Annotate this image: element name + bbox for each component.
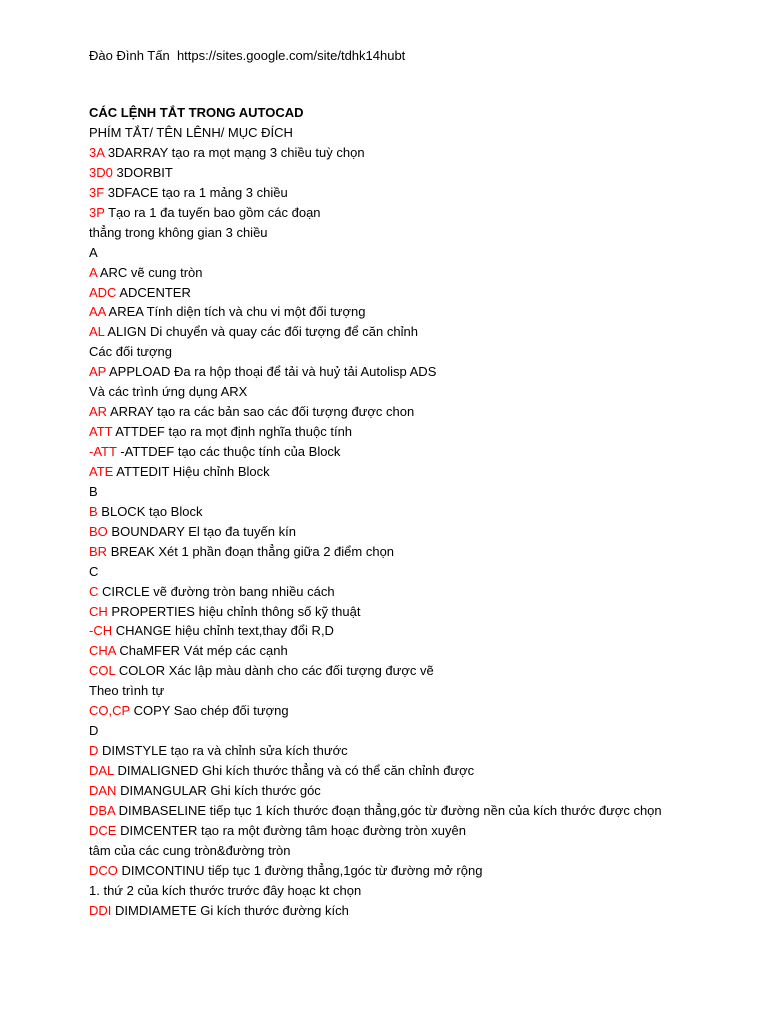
list-item	[89, 143, 749, 163]
shortcut-code: CHA	[89, 643, 116, 659]
shortcut-code: COL	[89, 663, 116, 679]
shortcut-description: ATTEDIT Hiệu chỉnh Block	[116, 463, 270, 479]
list-item	[89, 362, 749, 382]
shortcut-code: DCO	[89, 862, 118, 878]
shortcut-description: D	[89, 723, 99, 739]
shortcut-code: ADC	[89, 284, 117, 300]
list-item	[89, 801, 749, 821]
list-item	[89, 701, 749, 721]
shortcut-description: -ATTDEF tạo các thuộc tính của Block	[120, 444, 341, 459]
shortcut-description: PROPERTIES hiệu chỉnh thông số kỹ thuật	[111, 603, 361, 619]
spacer	[89, 66, 749, 103]
shortcut-code: D	[89, 743, 99, 759]
shortcut-description: APPLOAD Đa ra hộp thoại để tải và huỷ tải Autolisp ADS	[109, 364, 437, 380]
shortcut-code: 3P	[89, 204, 105, 220]
list-item	[89, 901, 749, 921]
shortcut-description: BREAK Xét 1 phần đoạn thẳng giữa 2 điểm chọn	[110, 543, 395, 559]
list-item	[89, 761, 749, 781]
list-item	[89, 861, 749, 881]
shortcut-code: 3F	[89, 184, 105, 200]
list-item	[89, 881, 749, 901]
list-item	[89, 562, 749, 582]
shortcut-description: 3DARRAY tạo ra mọt mạng 3 chiều tuỳ chọn	[107, 144, 365, 160]
shortcut-code: -CH	[89, 623, 113, 639]
shortcut-description: 3DORBIT	[116, 164, 173, 180]
shortcut-description: ATTDEF tạo ra mọt định nghĩa thuộc tính	[115, 424, 353, 440]
shortcut-description: COLOR Xác lập màu dành cho các đối tượng được vẽ	[118, 663, 434, 679]
list-item	[89, 223, 749, 243]
list-item	[89, 502, 749, 522]
site-url: https://sites.google.com/site/tdhk14hubt	[176, 48, 406, 63]
list-item	[89, 263, 749, 283]
shortcut-code: DBA	[89, 802, 116, 818]
list-item	[89, 342, 749, 362]
list-item	[89, 382, 749, 402]
list-item	[89, 422, 749, 442]
shortcut-description: BOUNDARY El tạo đa tuyến kín	[111, 523, 296, 539]
shortcut-description: C	[89, 563, 99, 579]
shortcut-list	[89, 123, 749, 921]
shortcut-code: -ATT	[89, 444, 117, 459]
list-item	[89, 621, 749, 641]
shortcut-description: BLOCK tạo Block	[101, 503, 203, 519]
list-item	[89, 462, 749, 482]
list-item	[89, 661, 749, 681]
shortcut-description: DIMCONTINU tiếp tục 1 đường thẳng,1góc từ đường mở rộng	[121, 862, 483, 878]
shortcut-description: DIMSTYLE tạo ra và chỉnh sửa kích thước	[102, 743, 348, 759]
list-item	[89, 781, 749, 801]
shortcut-description: DIMBASELINE tiếp tục 1 kích thước đoạn thẳng,góc từ đường nền của kích thước được chọn	[118, 802, 662, 818]
shortcut-code: AP	[89, 364, 107, 380]
shortcut-code: 3A	[89, 144, 105, 160]
shortcut-code: C	[89, 583, 99, 599]
list-item	[89, 322, 749, 342]
list-item	[89, 602, 749, 622]
shortcut-description: ALIGN Di chuyển và quay các đối tượng để căn chỉnh	[107, 324, 418, 340]
list-item	[89, 243, 749, 263]
shortcut-code: A	[89, 264, 97, 280]
list-item	[89, 203, 749, 223]
shortcut-code: DDI	[89, 902, 112, 918]
shortcut-code: DAN	[89, 782, 117, 798]
list-item	[89, 442, 749, 462]
list-item	[89, 681, 749, 701]
list-item	[89, 721, 749, 741]
shortcut-description: tâm của các cung tròn&đường tròn	[89, 842, 291, 858]
shortcut-description: Các đối tượng	[89, 344, 172, 360]
list-item	[89, 482, 749, 502]
shortcut-code: BR	[89, 543, 108, 559]
author-name: Đào Đình Tấn	[89, 48, 170, 63]
shortcut-code: ATE	[89, 463, 114, 479]
list-item	[89, 582, 749, 602]
shortcut-description: AREA Tính diện tích và chu vi một đối tượng	[108, 304, 366, 320]
shortcut-code: BO	[89, 523, 108, 539]
list-item	[89, 283, 749, 303]
list-item	[89, 163, 749, 183]
shortcut-code: AA	[89, 304, 106, 320]
shortcut-code: CO,CP	[89, 703, 130, 719]
shortcut-description: DIMANGULAR Ghi kích thước góc	[120, 782, 321, 798]
list-item	[89, 741, 749, 761]
shortcut-code: DCE	[89, 822, 117, 838]
list-item	[89, 641, 749, 661]
shortcut-code: 3D0	[89, 164, 113, 180]
shortcut-description: DIMCENTER tạo ra một đường tâm hoạc đường tròn xuyên	[120, 822, 466, 838]
shortcut-description: COPY Sao chép đối tượng	[133, 703, 289, 719]
shortcut-description: Theo trình tự	[89, 683, 165, 699]
document-page	[89, 46, 749, 921]
shortcut-description: DIMALIGNED Ghi kích thước thẳng và có thể căn chỉnh được	[117, 763, 475, 778]
list-item	[89, 402, 749, 422]
list-item	[89, 821, 749, 841]
shortcut-description: CIRCLE vẽ đường tròn bang nhiều cách	[102, 583, 335, 599]
shortcut-code: CH	[89, 603, 108, 619]
shortcut-description: thẳng trong không gian 3 chiều	[89, 224, 268, 240]
shortcut-code: DAL	[89, 763, 114, 778]
shortcut-description: CHANGE hiệu chỉnh text,thay đổi R,D	[115, 623, 334, 639]
document-title: CÁC LỆNH TẮT TRONG AUTOCAD	[89, 105, 304, 120]
shortcut-code: B	[89, 503, 98, 519]
shortcut-description: 1. thứ 2 của kích thước trước đây hoạc kt chọn	[89, 882, 362, 898]
shortcut-description: 3DFACE tạo ra 1 mảng 3 chiều	[107, 184, 288, 200]
shortcut-description: ADCENTER	[119, 284, 191, 300]
shortcut-code: AL	[89, 324, 105, 340]
list-item	[89, 841, 749, 861]
list-item	[89, 302, 749, 322]
shortcut-code: ATT	[89, 424, 113, 440]
shortcut-description: ChaMFER Vát mép các cạnh	[119, 643, 288, 659]
list-item	[89, 522, 749, 542]
shortcut-code: AR	[89, 404, 108, 420]
shortcut-description: Tạo ra 1 đa tuyến bao gồm các đoạn	[108, 204, 321, 220]
shortcut-description: ARRAY tạo ra các bản sao các đối tượng được chon	[109, 404, 415, 420]
shortcut-description: A	[89, 244, 98, 260]
shortcut-description: ARC vẽ cung tròn	[99, 264, 203, 280]
list-item	[89, 123, 749, 143]
header-line	[89, 46, 749, 66]
list-item	[89, 183, 749, 203]
shortcut-description: DIMDIAMETE Gi kích thước đường kích	[115, 902, 349, 918]
shortcut-description: B	[89, 483, 98, 499]
shortcut-description: Và các trình ứng dụng ARX	[89, 384, 248, 400]
list-item	[89, 542, 749, 562]
shortcut-description: PHÍM TẮT/ TÊN LÊNH/ MỤC ĐÍCH	[89, 125, 293, 140]
